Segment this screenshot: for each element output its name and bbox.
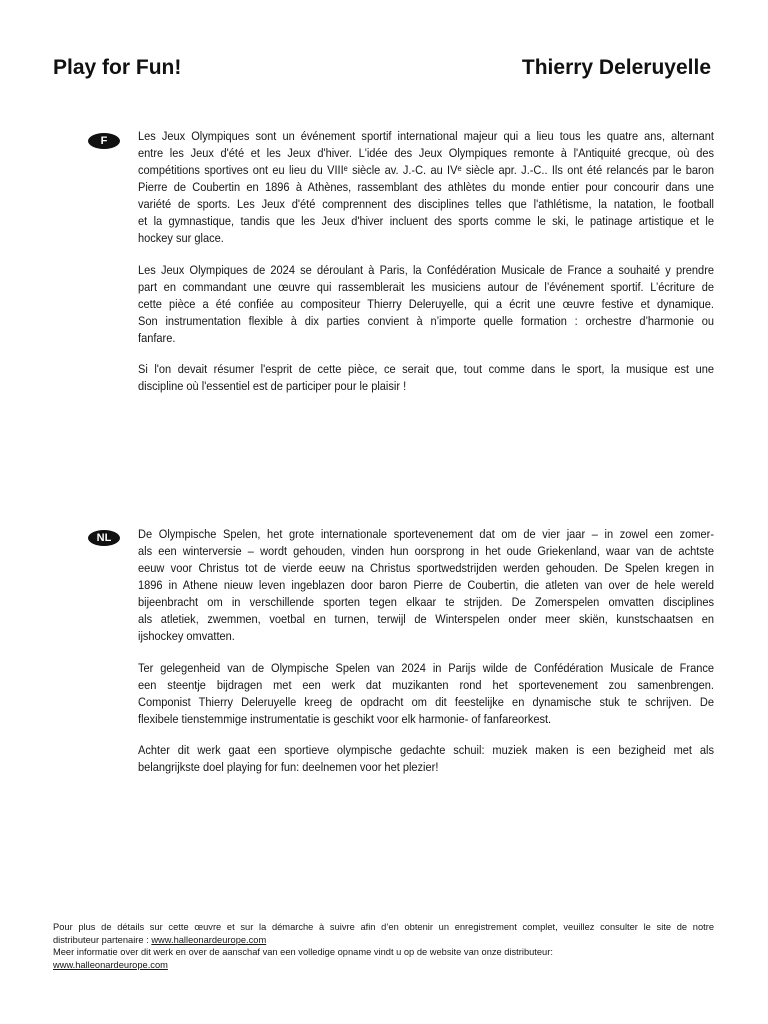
line-text: flexibele tienstemmige instrumentatie is geschikt voor elk harmonie- of fanfareorkest. (138, 711, 552, 726)
line-text: part en commandant une œuvre qui rassemblerait les musiciens autour de l’événement sportif. L’écriture de (138, 279, 714, 294)
line-text: Achter dit werk gaat een sportieve olympische gedachte schuil: muziek maken is een bezigheid met als (138, 743, 714, 757)
paragraph-line (138, 279, 714, 296)
paragraph-line (138, 378, 714, 395)
line-text: als atletiek, zwemmen, voetbal en turnen, terwijl de Winterspelen onder meer skiën, kunstschaatsen en (138, 612, 714, 626)
line-text: als een winterversie – wordt gehouden, vinden hun oorsprong in het oude Griekenland, waar van de achtste (138, 544, 714, 558)
line-text: 1896 in Athene nieuw leven ingeblazen door baron Pierre de Coubertin, die atleten van over de hele wereld (138, 578, 714, 592)
paragraph-line (138, 543, 714, 560)
piece-title: Play for Fun! (53, 56, 182, 79)
language-badge-nl: NL (88, 530, 120, 546)
line-text: variété de sports. Les Jeux d'été comprennent des disciplines telles que l'athlétisme, la natation, le football (138, 197, 714, 211)
line-text: Les Jeux Olympiques sont un événement sportif international majeur qui a lieu tous les quatre ans, alternant (138, 129, 714, 143)
distributor-link-fr[interactable]: www.halleonardeurope.com (151, 934, 267, 946)
paragraph (138, 526, 714, 645)
paragraph-line (138, 526, 714, 543)
line-text: eeuw voor Christus tot de vierde eeuw na Christus sportwedstrijden werden gehouden. De Spelen kregen in (138, 561, 714, 575)
paragraph-line (138, 128, 714, 145)
french-section (138, 128, 714, 395)
line-text: bijeenbracht om in verschillende sporten tegen elkaar te strijden. De Zomerspelen omvatten disciplines (138, 595, 714, 609)
footer-note (53, 922, 714, 972)
paragraph-line (138, 577, 714, 594)
paragraph-line (138, 179, 714, 196)
line-text: Ter gelegenheid van de Olympische Spelen van 2024 in Parijs wilde de Confédération Musicale de France (138, 660, 714, 675)
paragraph-line (138, 361, 714, 378)
line-text: hockey sur glace. (138, 231, 224, 245)
paragraph-line (138, 230, 714, 247)
paragraph-line (138, 296, 714, 313)
paragraph (138, 660, 714, 728)
line-text: een steentje bijdragen met een werk dat muzikanten rond het sportevenement zou samenbrengen. (138, 677, 714, 692)
footer-text: Pour plus de détails sur cette œuvre et sur la démarche à suivre afin d’en obtenir un enregistrement complet, veuillez consulter le site de notre (53, 922, 714, 933)
line-text: De Olympische Spelen, het grote internationale sportevenement dat om de vier jaar – in zowel een zomer- (138, 527, 714, 541)
line-text: belangrijkste doel playing for fun: deelnemen voor het plezier! (138, 760, 439, 774)
line-text: fanfare. (138, 330, 176, 345)
paragraph-line (138, 711, 714, 728)
line-text: ijshockey omvatten. (138, 629, 235, 643)
paragraph-line (138, 660, 714, 677)
dutch-section (138, 526, 714, 776)
footer-line (53, 947, 714, 960)
footer-line-content (53, 935, 266, 948)
paragraph-line (138, 262, 714, 279)
line-text: Componist Thierry Deleruyelle kreeg de opdracht om dit feestelijke en dynamische stuk te schrijven. De (138, 694, 714, 709)
line-text: Pierre de Coubertin en 1896 à Athènes, rassemblant des athlètes du monde entier pour concourir dans une (138, 180, 714, 194)
paragraph-line (138, 145, 714, 162)
paragraph-line (138, 742, 714, 759)
footer-line-content (53, 960, 168, 973)
line-text: Si l'on devait résumer l'esprit de cette pièce, ce serait que, tout comme dans le sport, la musique est une (138, 362, 714, 376)
footer-line (53, 922, 714, 935)
paragraph-line (138, 677, 714, 694)
line-text: compétitions sportives ont eu lieu du VIIIᵉ siècle av. J.-C. au IVᵉ siècle apr. J.-C.. Ils ont été relancés par le baron (138, 163, 714, 177)
paragraph-line (138, 213, 714, 230)
paragraph-line (138, 759, 714, 776)
paragraph-line (138, 313, 714, 330)
language-badge-fr: F (88, 133, 120, 149)
composer-name: Thierry Deleruyelle (521, 56, 711, 79)
paragraph-line (138, 611, 714, 628)
paragraph (138, 128, 714, 247)
footer-line (53, 960, 714, 973)
distributor-link-nl[interactable]: www.halleonardeurope.com (53, 959, 168, 971)
paragraph-line (138, 330, 714, 347)
paragraph-line (138, 694, 714, 711)
line-text: Les Jeux Olympiques de 2024 se déroulant à Paris, la Confédération Musicale de France a souhaité y prendre (138, 262, 714, 277)
paragraph (138, 742, 714, 776)
footer-line (53, 935, 714, 948)
footer-text: Meer informatie over dit werk en over de aanschaf van een volledige opname vindt u op de website van onze distributeur: (53, 947, 553, 958)
line-text: entre les Jeux d'été et les Jeux d'hiver. L'idée des Jeux Olympiques remonte à l'Antiquité grecque, où des (138, 146, 714, 160)
paragraph-line (138, 628, 714, 645)
line-text: cette pièce a été confiée au compositeur Thierry Deleruyelle, qui a écrit une œuvre festive et dynamique. (138, 296, 714, 311)
line-text: et la gymnastique, tandis que les Jeux d'hiver incluent des sports comme le ski, le patinage artistique et le (138, 214, 714, 228)
paragraph-line (138, 162, 714, 179)
footer-text: distributeur partenaire : (53, 934, 152, 946)
line-text: discipline où l'essentiel est de participer pour le plaisir ! (138, 379, 407, 393)
paragraph (138, 262, 714, 347)
line-text: Son instrumentation flexible à dix parties convient à n’importe quelle formation : orchestre d’harmonie ou (138, 313, 714, 328)
paragraph (138, 361, 714, 395)
paragraph-line (138, 594, 714, 611)
paragraph-line (138, 560, 714, 577)
paragraph-line (138, 196, 714, 213)
